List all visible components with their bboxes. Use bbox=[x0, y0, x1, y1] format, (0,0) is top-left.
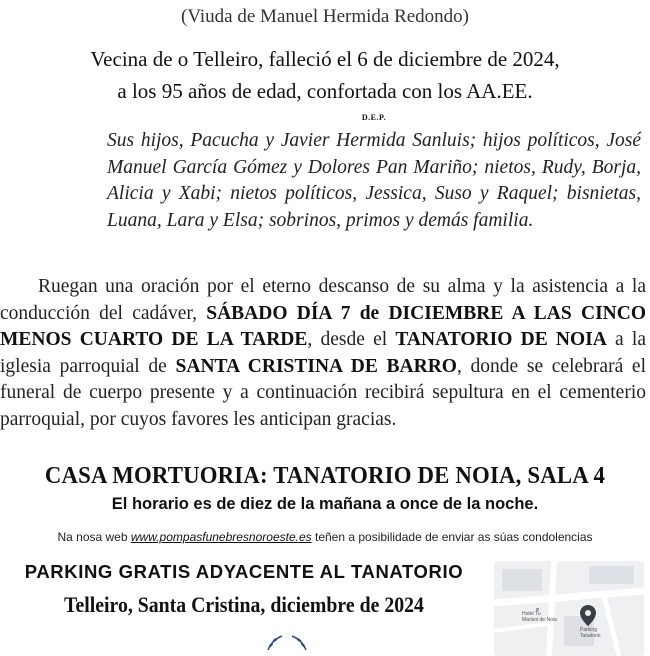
map-label-parking: Parking Tanatorio bbox=[580, 627, 601, 639]
web-prefix: Na nosa web bbox=[57, 530, 131, 544]
opening-hours: El horario es de diez de la mañana a once de la noche. bbox=[111, 495, 539, 513]
funeral-paragraph bbox=[0, 274, 646, 433]
funeral-date-time: SÁBADO DÍA 7 de DICIEMBRE A LAS CINCO MENOS CUARTO DE LA TARDE bbox=[0, 302, 646, 350]
web-suffix: teñen a posibilidade de enviar as súas condolencias bbox=[311, 530, 593, 544]
map-graphic bbox=[494, 561, 644, 656]
dep-label: D.E.P. bbox=[361, 113, 387, 122]
parking-notice: PARKING GRATIS ADYACENTE AL TANATORIO bbox=[24, 561, 464, 582]
funeral-origin: TANATORIO DE NOIA bbox=[395, 329, 607, 350]
website-link[interactable]: www.pompasfunebresnoroeste.es bbox=[130, 530, 312, 544]
map-label-hotel: Hotel Tu Marisol de Noia bbox=[522, 611, 557, 623]
funeral-church: SANTA CRISTINA DE BARRO bbox=[175, 355, 457, 377]
laurel-wreath-icon bbox=[262, 634, 312, 650]
death-notice-line-2: a los 95 años de edad, confortada con los AA.EE. bbox=[117, 79, 533, 103]
location-map[interactable] bbox=[494, 561, 644, 656]
family-paragraph: Sus hijos, Pacucha y Javier Hermida Sanluis; hijos políticos, José Manuel García Gómez y Dolores Pan Mariño; nietos, Rudy, Borja, Alicia y Xabi; nietos políticos, Jessica, Suso y Raquel; bisnietas, Luana, Lara y Elsa; sobrinos, primos y demás familia. bbox=[107, 130, 641, 231]
funeral-text-part-3: a la iglesia parroquial de bbox=[0, 329, 646, 377]
funeral-text-part-2: , desde el bbox=[307, 329, 396, 350]
widow-line: (Viuda de Manuel Hermida Redondo) bbox=[181, 6, 469, 27]
place-date: Telleiro, Santa Cristina, diciembre de 2024 bbox=[64, 592, 424, 617]
funeral-text-part-4: , donde se celebrará el funeral de cuerpo presente y a continuación recibirá sepultura en el cementerio parroquial, por cuyos favores les anticipan gracias. bbox=[0, 355, 646, 430]
casa-mortuoria-heading: CASA MORTUORIA: TANATORIO DE NOIA, SALA 4 bbox=[44, 462, 606, 489]
funeral-text-part-1: Ruegan una oración por el eterno descanso de su alma y la asistencia a la conducción del cadáver, bbox=[0, 276, 646, 324]
death-notice-line-1: Vecina de o Telleiro, falleció el 6 de diciembre de 2024, bbox=[90, 47, 560, 71]
web-condolences-line bbox=[0, 530, 650, 544]
